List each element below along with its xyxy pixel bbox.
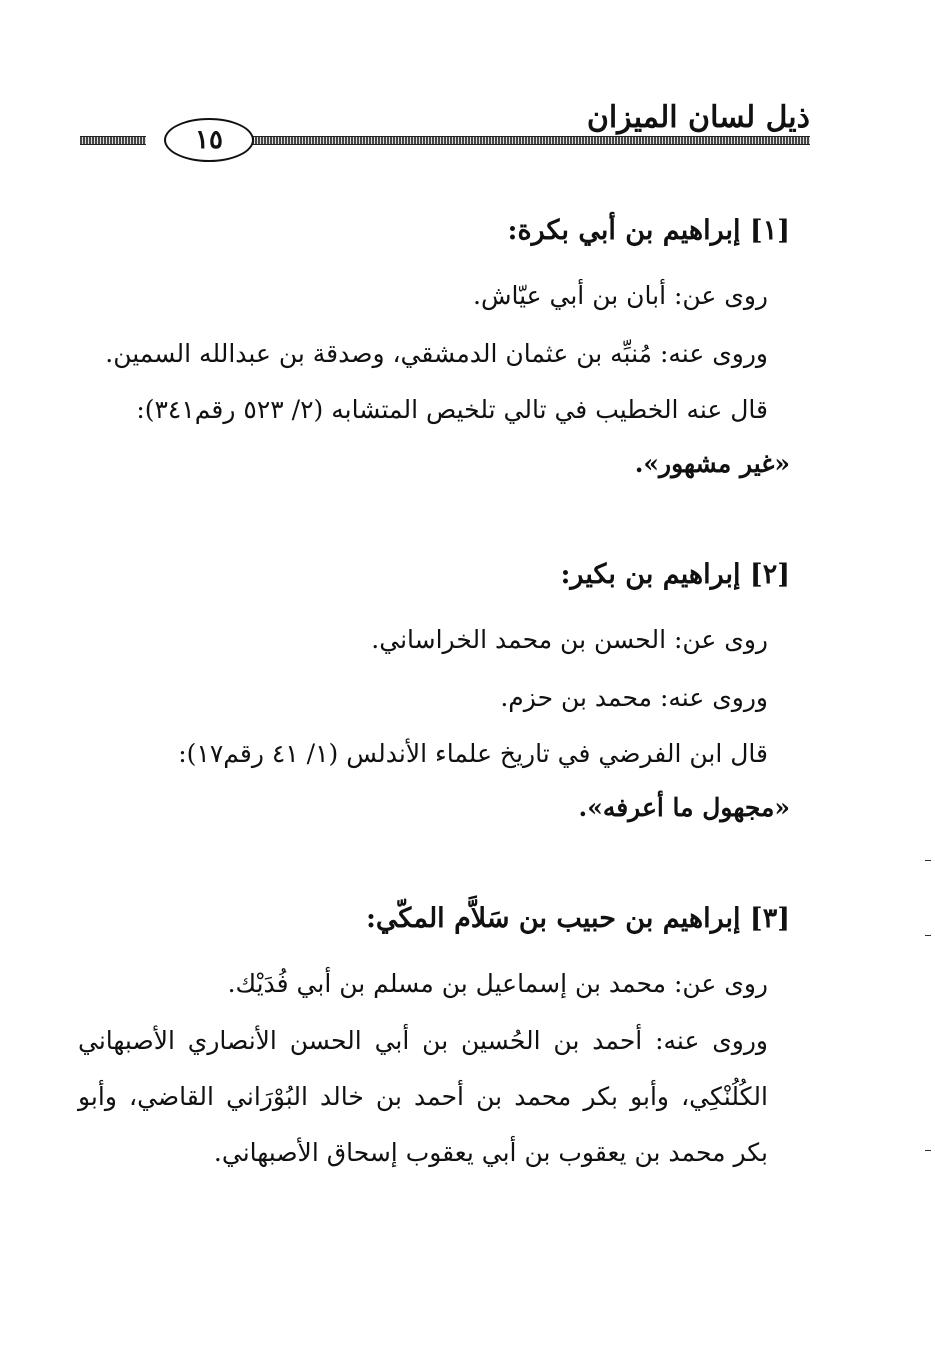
narrated-by-line: وروى عنه: مُنبِّه بن عثمان الدمشقي، وصدقة بن عبدالله السمين. <box>105 339 768 368</box>
narrated-from-line: روى عن: أبان بن أبي عيّاش. <box>473 281 768 310</box>
citation-quote: «مجهول ما أعرفه». <box>578 793 790 822</box>
book-title: ذيل لسان الميزان <box>586 100 810 135</box>
citation-line: قال ابن الفرضي في تاريخ علماء الأندلس (١/ ٤١ رقم١٧): <box>178 739 768 768</box>
entry-3 <box>78 893 790 1181</box>
citation-quote: «غير مشهور». <box>634 449 790 478</box>
narrated-from-line: روى عن: الحسن بن محمد الخراساني. <box>371 625 768 654</box>
citation-line: قال عنه الخطيب في تالي تلخيص المتشابه (٢/ ٥٢٣ رقم٣٤١): <box>136 395 768 424</box>
entry-title: [٢] إبراهيم بن بكير: <box>560 559 790 590</box>
page-content <box>78 205 790 1181</box>
margin-mark <box>925 860 931 861</box>
header-rule-right <box>252 136 810 145</box>
entry-2 <box>78 549 790 835</box>
page-number: ١٥ <box>164 118 254 162</box>
entry-title: [٣] إبراهيم بن حبيب بن سَلاَّم المكّي: <box>365 903 790 934</box>
header-rule-left <box>80 136 146 145</box>
margin-mark <box>925 935 931 936</box>
narrated-from-line: روى عن: محمد بن إسماعيل بن مسلم بن أبي فُدَيْك. <box>227 969 768 998</box>
narrated-by-paragraph: وروى عنه: أحمد بن الحُسين بن أبي الحسن الأنصاري الأصبهاني الكُلُنْكِي، وأبو بكر محمد بن أحمد بن خالد البُوْرَاني القاضي، وأبو بكر محمد بن يعقوب بن أبي يعقوب إسحاق الأصبهاني. <box>78 1026 768 1167</box>
entry-1 <box>78 205 790 491</box>
narrated-by-line: وروى عنه: محمد بن حزم. <box>500 683 768 712</box>
margin-mark <box>925 1150 931 1151</box>
page-header <box>80 92 810 162</box>
entry-title: [١] إبراهيم بن أبي بكرة: <box>507 215 790 246</box>
